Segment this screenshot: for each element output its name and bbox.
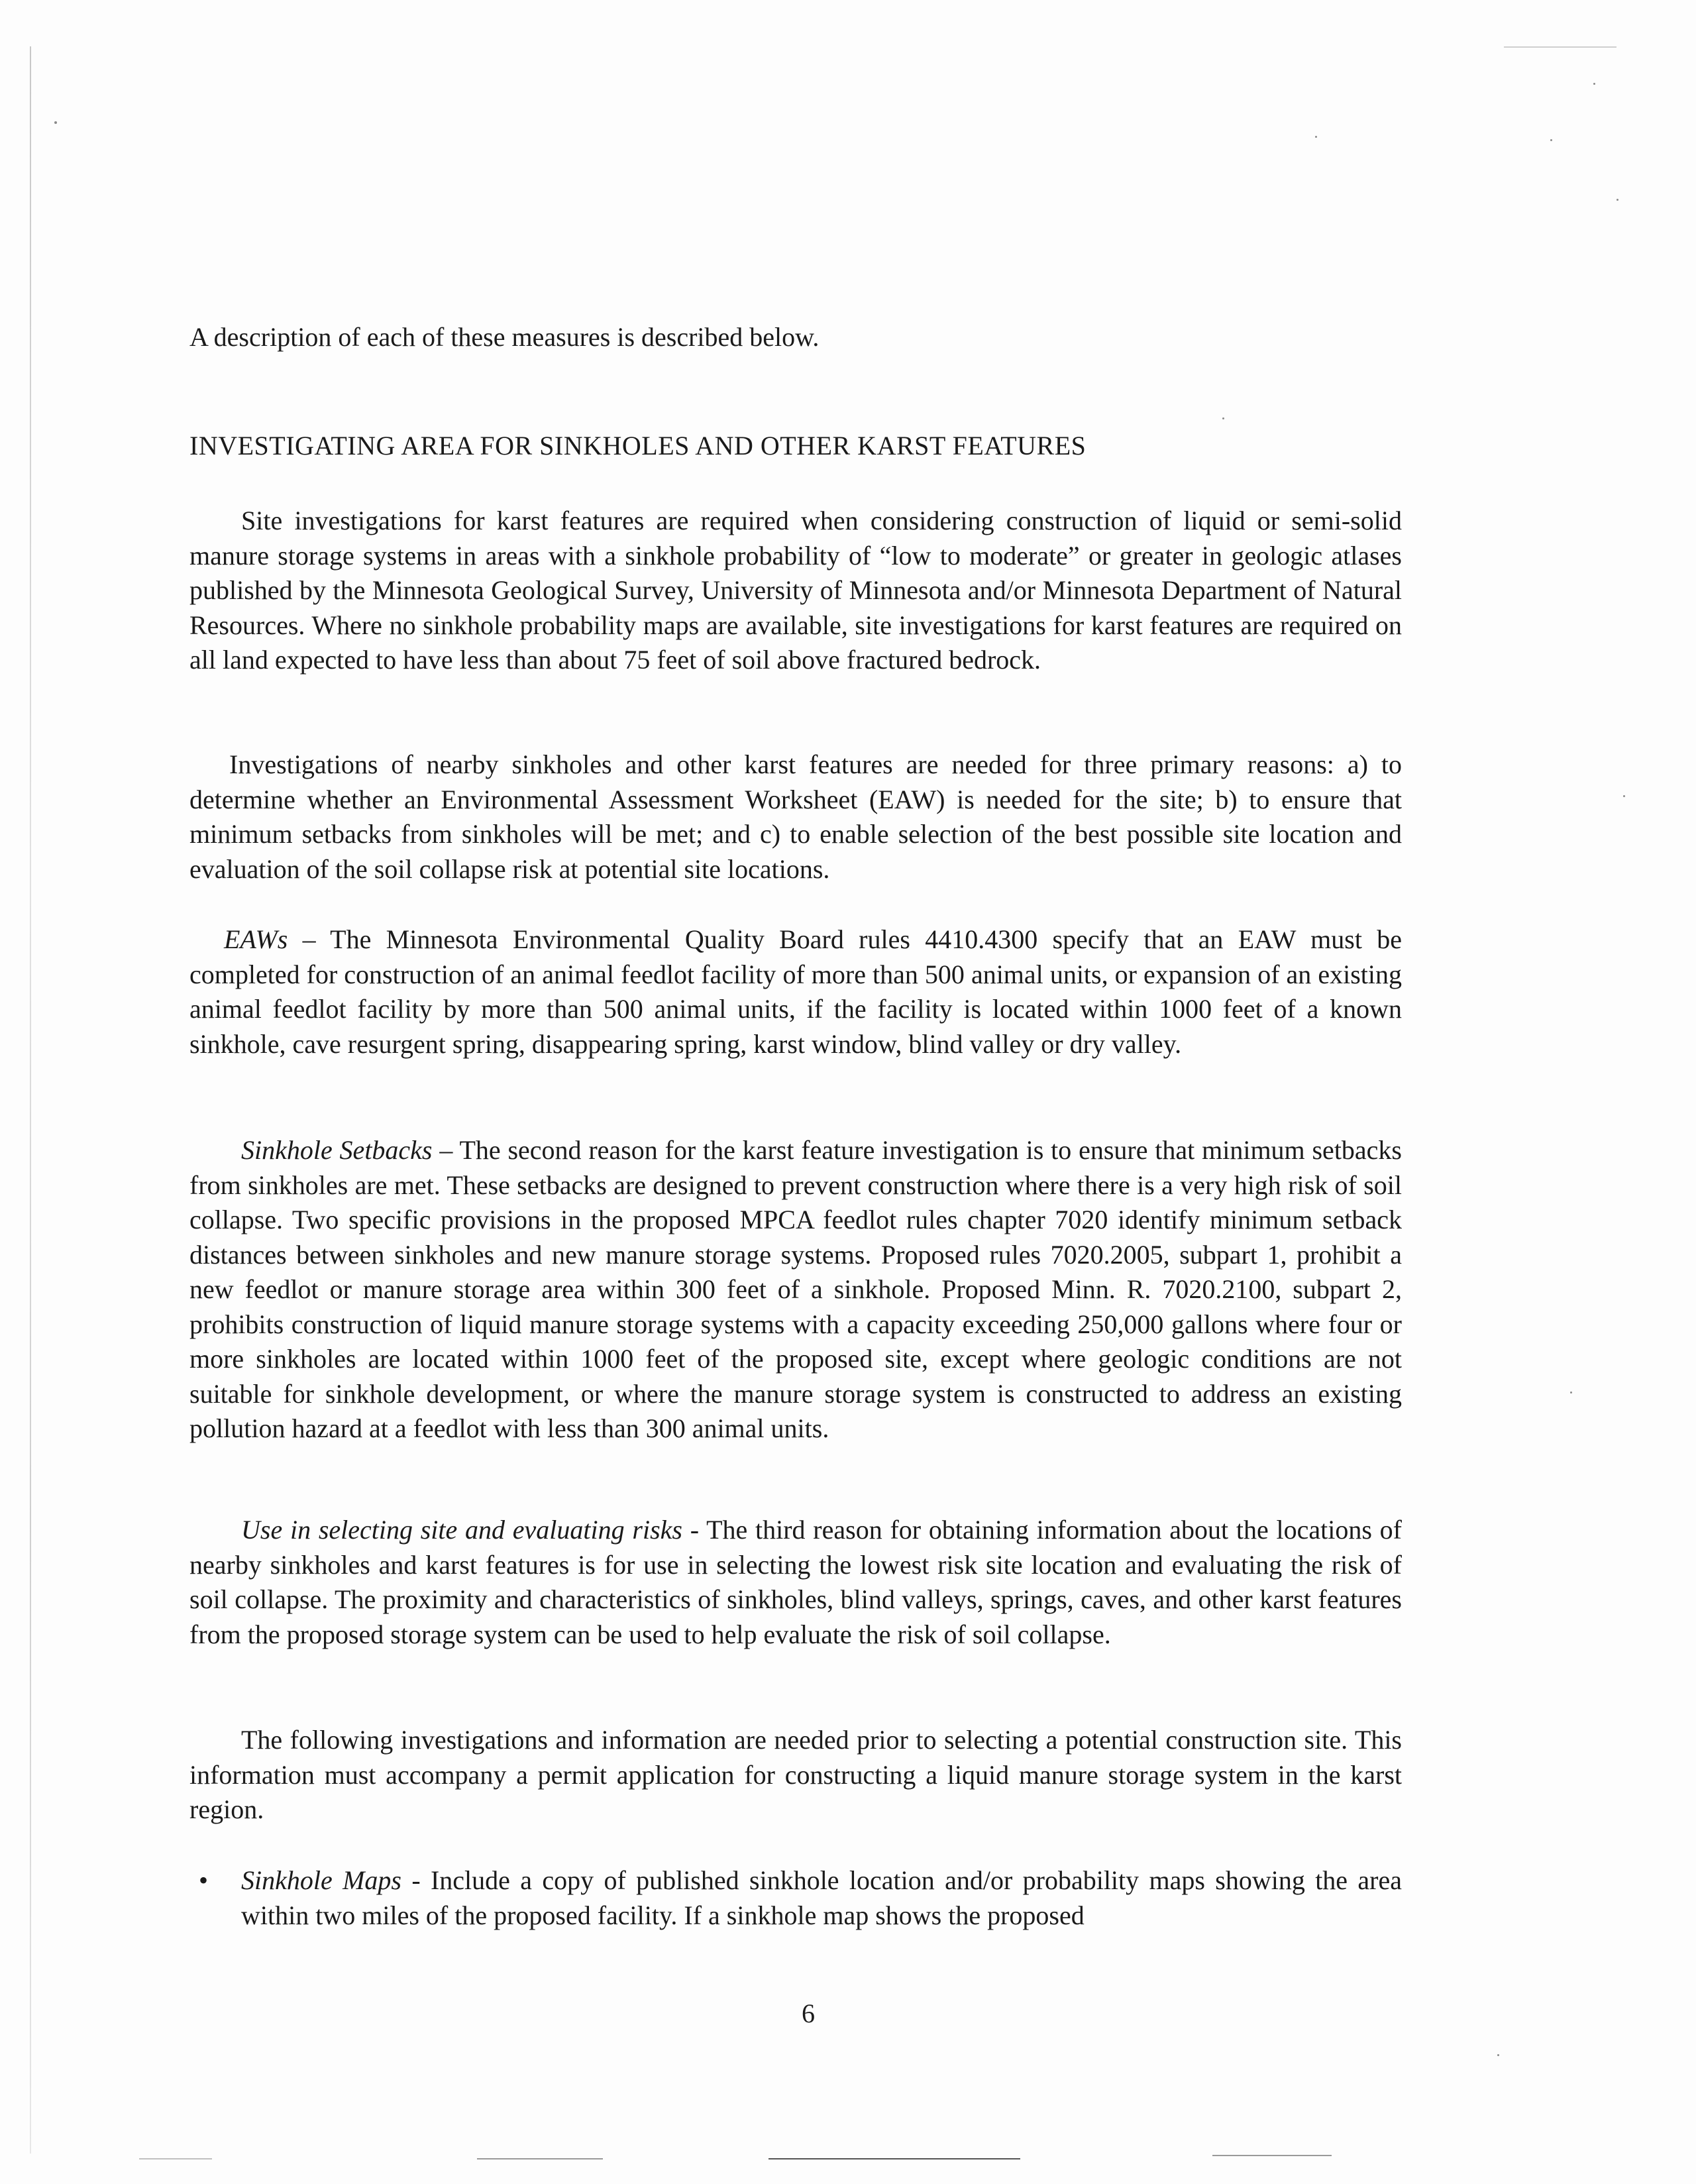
scan-speck <box>1222 417 1224 419</box>
bullet-sinkhole-maps <box>189 1863 1402 1933</box>
paragraph-text: Site investigations for karst features are required when considering construction of liquid or semi-solid manure storage systems in areas with a sinkhole probability of “low to moderate” or greater in geologic atlases published by the Minnesota Geological Survey, University of Minnesota and/or Minnesota Department of Natural Resources. Where no sinkhole probability maps are available, site investigations for karst features are required on all land expected to have less than about 75 feet of soil above fractured bedrock. <box>189 506 1402 675</box>
bullet-text <box>241 1863 1402 1933</box>
paragraph-text <box>189 1133 1402 1447</box>
paragraph-site-investigations <box>189 504 1402 678</box>
paragraph-text <box>189 1513 1402 1652</box>
paragraph-text: The following investigations and information are needed prior to selecting a potential construction site. This information must accompany a permit application for constructing a liquid manure storage system in the karst region. <box>189 1725 1402 1824</box>
scan-speck <box>1623 795 1625 797</box>
paragraph-text: Investigations of nearby sinkholes and other karst features are needed for three primary reasons: a) to determine whether an Environmental Assessment Worksheet (EAW) is needed for the site; b) to ensure that minimum setbacks from sinkholes will be met; and c) to enable selection of the best possible site location and evaluation of the soil collapse risk at potential site locations. <box>189 749 1402 884</box>
lead-sentence: A description of each of these measures is described below. <box>189 322 820 352</box>
paragraph-eaws <box>189 922 1402 1062</box>
scan-dash <box>477 2158 603 2159</box>
scan-speck <box>1315 136 1317 138</box>
site-selection-label: Use in selecting site and evaluating risks <box>241 1515 682 1545</box>
bullet-body: - Include a copy of published sinkhole location and/or probability maps showing the area within two miles of the proposed facility. If a sinkhole map shows the proposed <box>241 1865 1402 1930</box>
eaws-body: – The Minnesota Environmental Quality Board rules 4410.4300 specify that an EAW must be completed for construction of an animal feedlot facility of more than 500 animal units, or expansion of an existing animal feedlot facility by more than 500 animal units, if the facility is located within 1000 feet of a known sinkhole, cave resurgent spring, disappearing spring, karst window, blind valley or dry valley. <box>189 924 1402 1059</box>
scan-speck <box>1570 1392 1572 1393</box>
scan-dash <box>1212 2155 1332 2156</box>
bullet-label: Sinkhole Maps <box>241 1865 401 1895</box>
scan-speck <box>1593 83 1595 85</box>
paragraph-three-reasons <box>189 747 1402 887</box>
paragraph-text <box>189 922 1402 1062</box>
scan-edge-line <box>30 46 31 2154</box>
paragraph-sinkhole-setbacks <box>189 1133 1402 1447</box>
scan-speck <box>1616 199 1618 201</box>
scan-speck <box>1497 2054 1499 2056</box>
paragraph-following-investigations <box>189 1723 1402 1828</box>
eaws-label: EAWs <box>224 924 288 954</box>
site-selection-body: - The third reason for obtaining information about the locations of nearby sinkholes and karst features is for use in selecting the lowest risk site location and evaluating the risk of soil collapse. The proximity and characteristics of sinkholes, blind valleys, springs, caves, and other karst features from the proposed storage system can be used to help evaluate the risk of soil collapse. <box>189 1515 1403 1649</box>
scan-speck <box>1550 139 1552 141</box>
scan-dash <box>768 2158 1020 2159</box>
section-heading: INVESTIGATING AREA FOR SINKHOLES AND OTHER KARST FEATURES <box>189 431 1086 461</box>
scan-speck <box>54 121 57 124</box>
paragraph-site-selection <box>189 1513 1402 1652</box>
page-number: 6 <box>802 1998 815 2028</box>
setbacks-body: – The second reason for the karst feature investigation is to ensure that minimum setbacks from sinkholes are met. These setbacks are designed to prevent construction where there is a very high risk of soil collapse. Two specific provisions in the proposed MPCA feedlot rules chapter 7020 identify minimum setback distances between sinkholes and new manure storage systems. Proposed rules 7020.2005, subpart 1, prohibit a new feedlot or manure storage area within 300 feet of a sinkhole. Proposed Minn. R. 7020.2100, subpart 2, prohibits construction of liquid manure storage systems with a capacity exceeding 250,000 gallons where four or more sinkholes are located within 1000 feet of the proposed site, except where geologic conditions are not suitable for sinkhole development, or where the manure storage system is constructed to address an existing pollution hazard at a feedlot with less than 300 animal units. <box>189 1135 1403 1443</box>
bullet-icon: • <box>199 1865 209 1895</box>
setbacks-label: Sinkhole Setbacks <box>241 1135 433 1165</box>
scan-dash <box>1504 46 1616 48</box>
scan-dash <box>139 2158 212 2159</box>
